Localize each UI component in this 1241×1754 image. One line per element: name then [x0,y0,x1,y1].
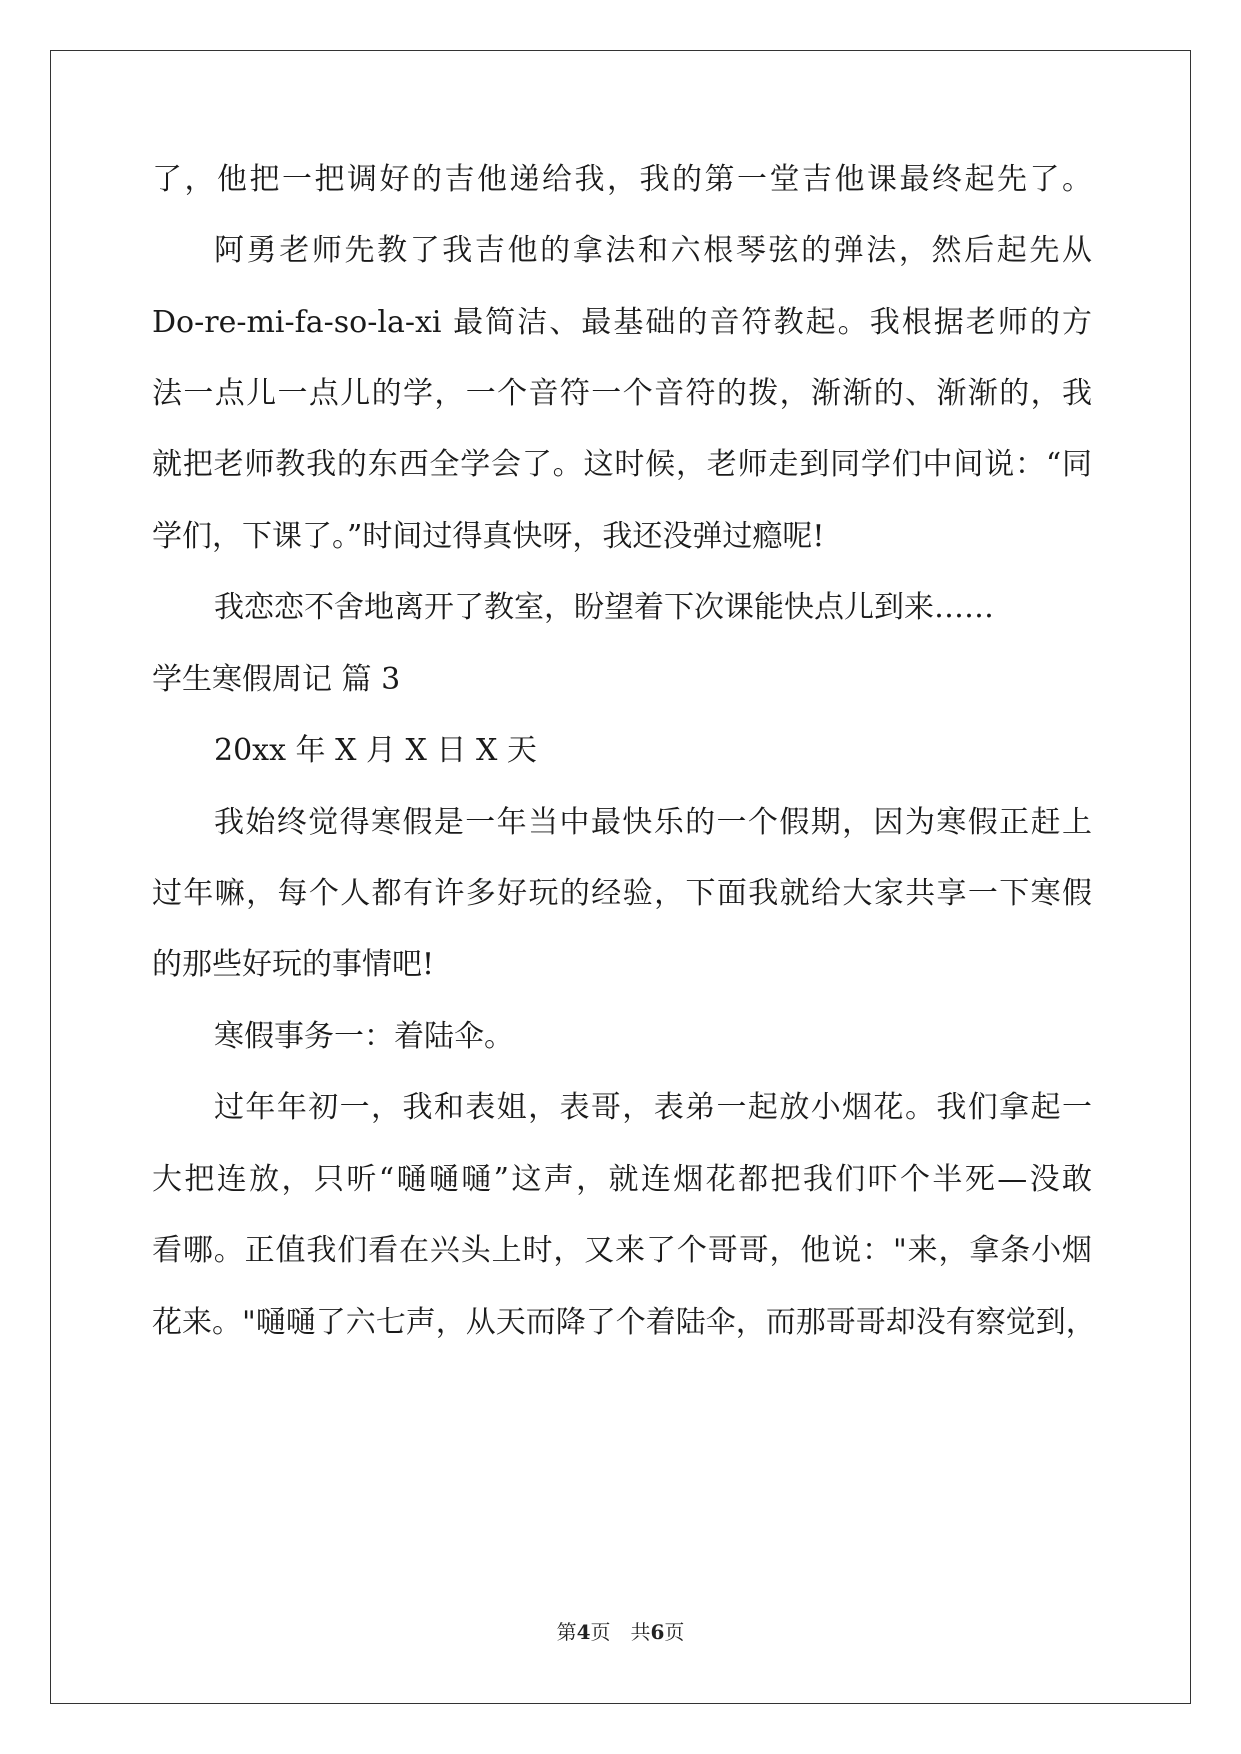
paragraph-line: 寒假事务一：着陆伞。 [214,1019,514,1054]
paragraph-line: 了，他把一把调好的吉他递给我，我的第一堂吉他课最终起先了。 [152,162,1092,197]
date-line: 20xx 年 X 月 X 日 X 天 [214,733,537,768]
paragraph-line: 我恋恋不舍地离开了教室，盼望着下次课能快点儿到来…… [214,590,994,625]
paragraph-line: 法一点儿一点儿的学，一个音符一个音符的拨，渐渐的、渐渐的，我 [152,376,1092,411]
footer-mid: 页 共 [590,1620,651,1644]
paragraph-line: 大把连放，只听“嗵嗵嗵”这声，就连烟花都把我们吓个半死—没敢 [152,1162,1092,1197]
footer-prefix: 第 [556,1620,577,1644]
paragraph-line: 过年年初一，我和表姐，表哥，表弟一起放小烟花。我们拿起一 [214,1090,1092,1125]
paragraph-line: 过年嘛，每个人都有许多好玩的经验，下面我就给大家共享一下寒假 [152,876,1092,911]
paragraph-line: 我始终觉得寒假是一年当中最快乐的一个假期，因为寒假正赶上 [214,805,1092,840]
paragraph-line: 就把老师教我的东西全学会了。这时候，老师走到同学们中间说：“同 [152,447,1092,482]
paragraph-line: 的那些好玩的事情吧! [152,947,435,982]
total-pages-number: 6 [650,1620,665,1644]
section-heading: 学生寒假周记 篇 3 [152,662,401,697]
paragraph-line: 花来。"嗵嗵了六七声，从天而降了个着陆伞，而那哥哥却没有察觉到， [152,1305,1096,1340]
paragraph-line: 阿勇老师先教了我吉他的拿法和六根琴弦的弹法，然后起先从 [214,233,1092,268]
page-footer [0,1620,1241,1644]
current-page-number: 4 [576,1620,591,1644]
footer-suffix: 页 [664,1620,685,1644]
paragraph-line: Do-re-mi-fa-so-la-xi 最简洁、最基础的音符教起。我根据老师的方 [152,305,1092,340]
paragraph-line: 学们，下课了。”时间过得真快呀，我还没弹过瘾呢! [152,519,825,554]
paragraph-line: 看哪。正值我们看在兴头上时，又来了个哥哥，他说："来，拿条小烟 [152,1233,1092,1268]
